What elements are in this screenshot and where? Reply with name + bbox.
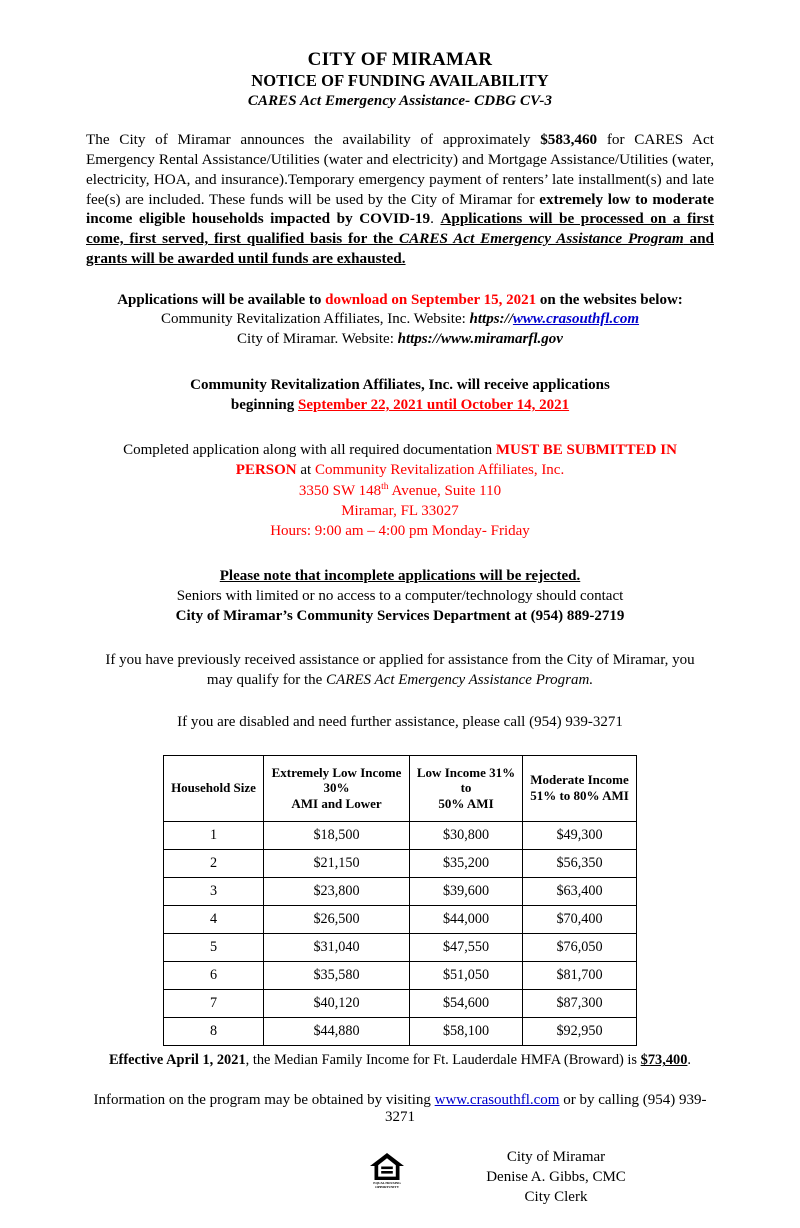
submission-at: at xyxy=(296,462,315,479)
lead-text-b: for CARES Act Emergency Rental Assistance/Utilities (water and electricity) and Mortgage Assistance/Utilities (water, electricity, HOA, and insurance).Temporary emergency payment of renters’ late installment(s) and late fee(s) are included. These funds will be used by the City of Miramar for xyxy=(86,131,714,208)
income-limits-table xyxy=(163,755,637,1047)
header-line: 51% to 80% AMI xyxy=(530,788,629,804)
header-line: Household Size xyxy=(171,780,256,796)
cell-household-size: 1 xyxy=(164,822,264,850)
cell-moderate: $70,400 xyxy=(523,906,637,934)
table-row xyxy=(164,962,637,990)
previous-assistance-line-2 xyxy=(86,671,714,691)
processing-note-program: CARES Act Emergency Assistance Program xyxy=(399,230,684,248)
cell-extremely-low: $44,880 xyxy=(264,1018,410,1046)
header-line: AMI and Lower xyxy=(291,796,382,812)
table-row xyxy=(164,1018,637,1046)
cell-household-size: 8 xyxy=(164,1018,264,1046)
cell-low: $30,800 xyxy=(410,822,523,850)
cell-low: $58,100 xyxy=(410,1018,523,1046)
address-number: 3350 SW 148 xyxy=(298,483,382,500)
cell-moderate: $56,350 xyxy=(523,850,637,878)
submission-block xyxy=(86,441,714,542)
availability-line-1 xyxy=(86,291,714,311)
disabled-assistance-line: If you are disabled and need further assistance, please call (954) 939-3271 xyxy=(177,713,623,730)
cell-extremely-low: $26,500 xyxy=(264,906,410,934)
cell-household-size: 2 xyxy=(164,850,264,878)
cell-extremely-low: $18,500 xyxy=(264,822,410,850)
document-footer xyxy=(86,1148,714,1228)
signature-block xyxy=(441,1148,671,1207)
receiving-block xyxy=(86,376,714,416)
equal-housing-opportunity-logo xyxy=(369,1152,405,1190)
address-ordinal-suffix: th xyxy=(381,481,389,493)
submission-hours: Hours: 9:00 am – 4:00 pm Monday- Friday xyxy=(270,522,530,539)
table-row xyxy=(164,822,637,850)
availability-block xyxy=(86,291,714,351)
table-header-row xyxy=(164,755,637,822)
submission-line-1 xyxy=(86,441,714,461)
effective-date-line xyxy=(86,1051,714,1070)
cell-household-size: 5 xyxy=(164,934,264,962)
availability-line-2 xyxy=(86,310,714,330)
house-icon xyxy=(369,1152,405,1182)
column-header-extremely-low-income xyxy=(264,755,410,822)
seniors-note: Seniors with limited or no access to a computer/technology should contact xyxy=(176,587,624,604)
submission-address-city: Miramar, FL 33027 xyxy=(341,503,459,520)
cell-moderate: $63,400 xyxy=(523,878,637,906)
effective-date: Effective April 1, 2021 xyxy=(108,1052,246,1069)
cra-website-link[interactable]: www.crasouthfl.com xyxy=(512,311,640,328)
city-website-url: https://www.miramarfl.gov xyxy=(397,331,563,348)
signature-title: City Clerk xyxy=(524,1188,588,1205)
funding-amount: $583,460 xyxy=(540,131,598,149)
receiving-beginning-label: beginning xyxy=(230,397,298,414)
column-header-moderate-income xyxy=(523,755,637,822)
submission-emphasis-1: MUST BE SUBMITTED IN xyxy=(495,442,677,459)
availability-text-a: Applications will be available to xyxy=(117,291,326,308)
logo-caption-line-1: EQUAL HOUSING xyxy=(373,1181,401,1186)
income-table-body xyxy=(164,822,637,1046)
signature-city: City of Miramar xyxy=(506,1149,606,1166)
application-window-dates: September 22, 2021 until October 14, 2021 xyxy=(298,397,570,414)
eligibility-emphasis: extremely low to moderate income eligible households impacted by COVID-19 xyxy=(86,190,714,228)
signature-name: Denise A. Gibbs, CMC xyxy=(486,1168,626,1185)
program-info-line xyxy=(86,1092,714,1126)
processing-note-a: Applications will be processed on a first come, first served, first qualified basis for the xyxy=(86,210,715,248)
cell-low: $39,600 xyxy=(410,878,523,906)
disabled-assistance-block xyxy=(86,713,714,733)
lead-text-a: The City of Miramar announces the availability of approximately xyxy=(86,131,541,149)
cell-moderate: $92,950 xyxy=(523,1018,637,1046)
incomplete-applications-note: Please note that incomplete applications will be rejected. xyxy=(219,567,581,584)
cell-extremely-low: $23,800 xyxy=(264,878,410,906)
median-family-income-amount: $73,400 xyxy=(640,1052,688,1069)
cra-website-protocol: https:// xyxy=(469,311,513,328)
previous-assistance-text: may qualify for the xyxy=(206,671,327,688)
program-info-link[interactable]: www.crasouthfl.com xyxy=(434,1092,560,1109)
cell-extremely-low: $21,150 xyxy=(264,850,410,878)
program-name: CARES Act Emergency Assistance- CDBG CV-3 xyxy=(247,92,553,109)
previous-assistance-line-1: If you have previously received assistance or applied for assistance from the City of Miramar, you xyxy=(105,651,695,668)
document-subtitle: NOTICE OF FUNDING AVAILABILITY xyxy=(251,71,549,91)
header-line: 50% AMI xyxy=(438,796,494,812)
submission-emphasis-2: PERSON xyxy=(235,462,297,479)
previous-assistance-program: CARES Act Emergency Assistance Program. xyxy=(326,671,594,688)
cell-household-size: 6 xyxy=(164,962,264,990)
cell-moderate: $81,700 xyxy=(523,962,637,990)
table-row xyxy=(164,934,637,962)
program-info-text-a: Information on the program may be obtained by visiting xyxy=(93,1092,435,1109)
median-income-text: , the Median Family Income for Ft. Lauderdale HMFA (Broward) is xyxy=(245,1052,641,1069)
submission-address-street xyxy=(86,481,714,502)
cell-moderate: $49,300 xyxy=(523,822,637,850)
lead-text-c: . xyxy=(430,210,441,228)
cell-low: $47,550 xyxy=(410,934,523,962)
processing-note-b: and grants will be awarded until funds are exhausted. xyxy=(86,230,714,267)
receiving-line-2 xyxy=(86,396,714,416)
notes-block xyxy=(86,567,714,627)
page-title: CITY OF MIRAMAR xyxy=(307,49,493,70)
cell-low: $54,600 xyxy=(410,990,523,1018)
submission-text-black: Completed application along with all required documentation xyxy=(123,442,496,459)
previous-assistance-block xyxy=(86,651,714,691)
table-row xyxy=(164,906,637,934)
cell-low: $35,200 xyxy=(410,850,523,878)
submission-organization: Community Revitalization Affiliates, Inc. xyxy=(314,462,565,479)
income-table-wrapper xyxy=(86,755,714,1047)
effective-period: . xyxy=(687,1052,692,1069)
cell-extremely-low: $40,120 xyxy=(264,990,410,1018)
column-header-low-income xyxy=(410,755,523,822)
cell-household-size: 3 xyxy=(164,878,264,906)
community-services-contact: City of Miramar’s Community Services Department at (954) 889-2719 xyxy=(175,607,625,624)
availability-line-3 xyxy=(86,330,714,350)
program-info-text-b: or by calling (954) 939-3271 xyxy=(385,1092,707,1126)
cell-low: $51,050 xyxy=(410,962,523,990)
column-header-household-size xyxy=(164,755,264,822)
availability-text-b: on the websites below: xyxy=(536,291,683,308)
table-row xyxy=(164,990,637,1018)
cra-website-label: Community Revitalization Affiliates, Inc. Website: xyxy=(160,311,470,328)
table-row xyxy=(164,878,637,906)
receiving-line-1: Community Revitalization Affiliates, Inc. will receive applications xyxy=(190,377,610,394)
table-row xyxy=(164,850,637,878)
cell-moderate: $76,050 xyxy=(523,934,637,962)
cell-extremely-low: $35,580 xyxy=(264,962,410,990)
header-line: Extremely Low Income 30% xyxy=(271,764,402,796)
cell-household-size: 7 xyxy=(164,990,264,1018)
submission-line-2 xyxy=(86,461,714,481)
cell-household-size: 4 xyxy=(164,906,264,934)
header-line: Moderate Income xyxy=(530,772,629,788)
header-line: Low Income 31% to xyxy=(416,764,516,796)
cell-extremely-low: $31,040 xyxy=(264,934,410,962)
address-street-rest: Avenue, Suite 110 xyxy=(388,483,502,500)
logo-caption-line-2: OPPORTUNITY xyxy=(375,1184,399,1189)
lead-paragraph xyxy=(86,130,714,268)
download-date: download on September 15, 2021 xyxy=(325,291,537,308)
city-website-label: City of Miramar. Website: xyxy=(237,331,398,348)
cell-low: $44,000 xyxy=(410,906,523,934)
cell-moderate: $87,300 xyxy=(523,990,637,1018)
